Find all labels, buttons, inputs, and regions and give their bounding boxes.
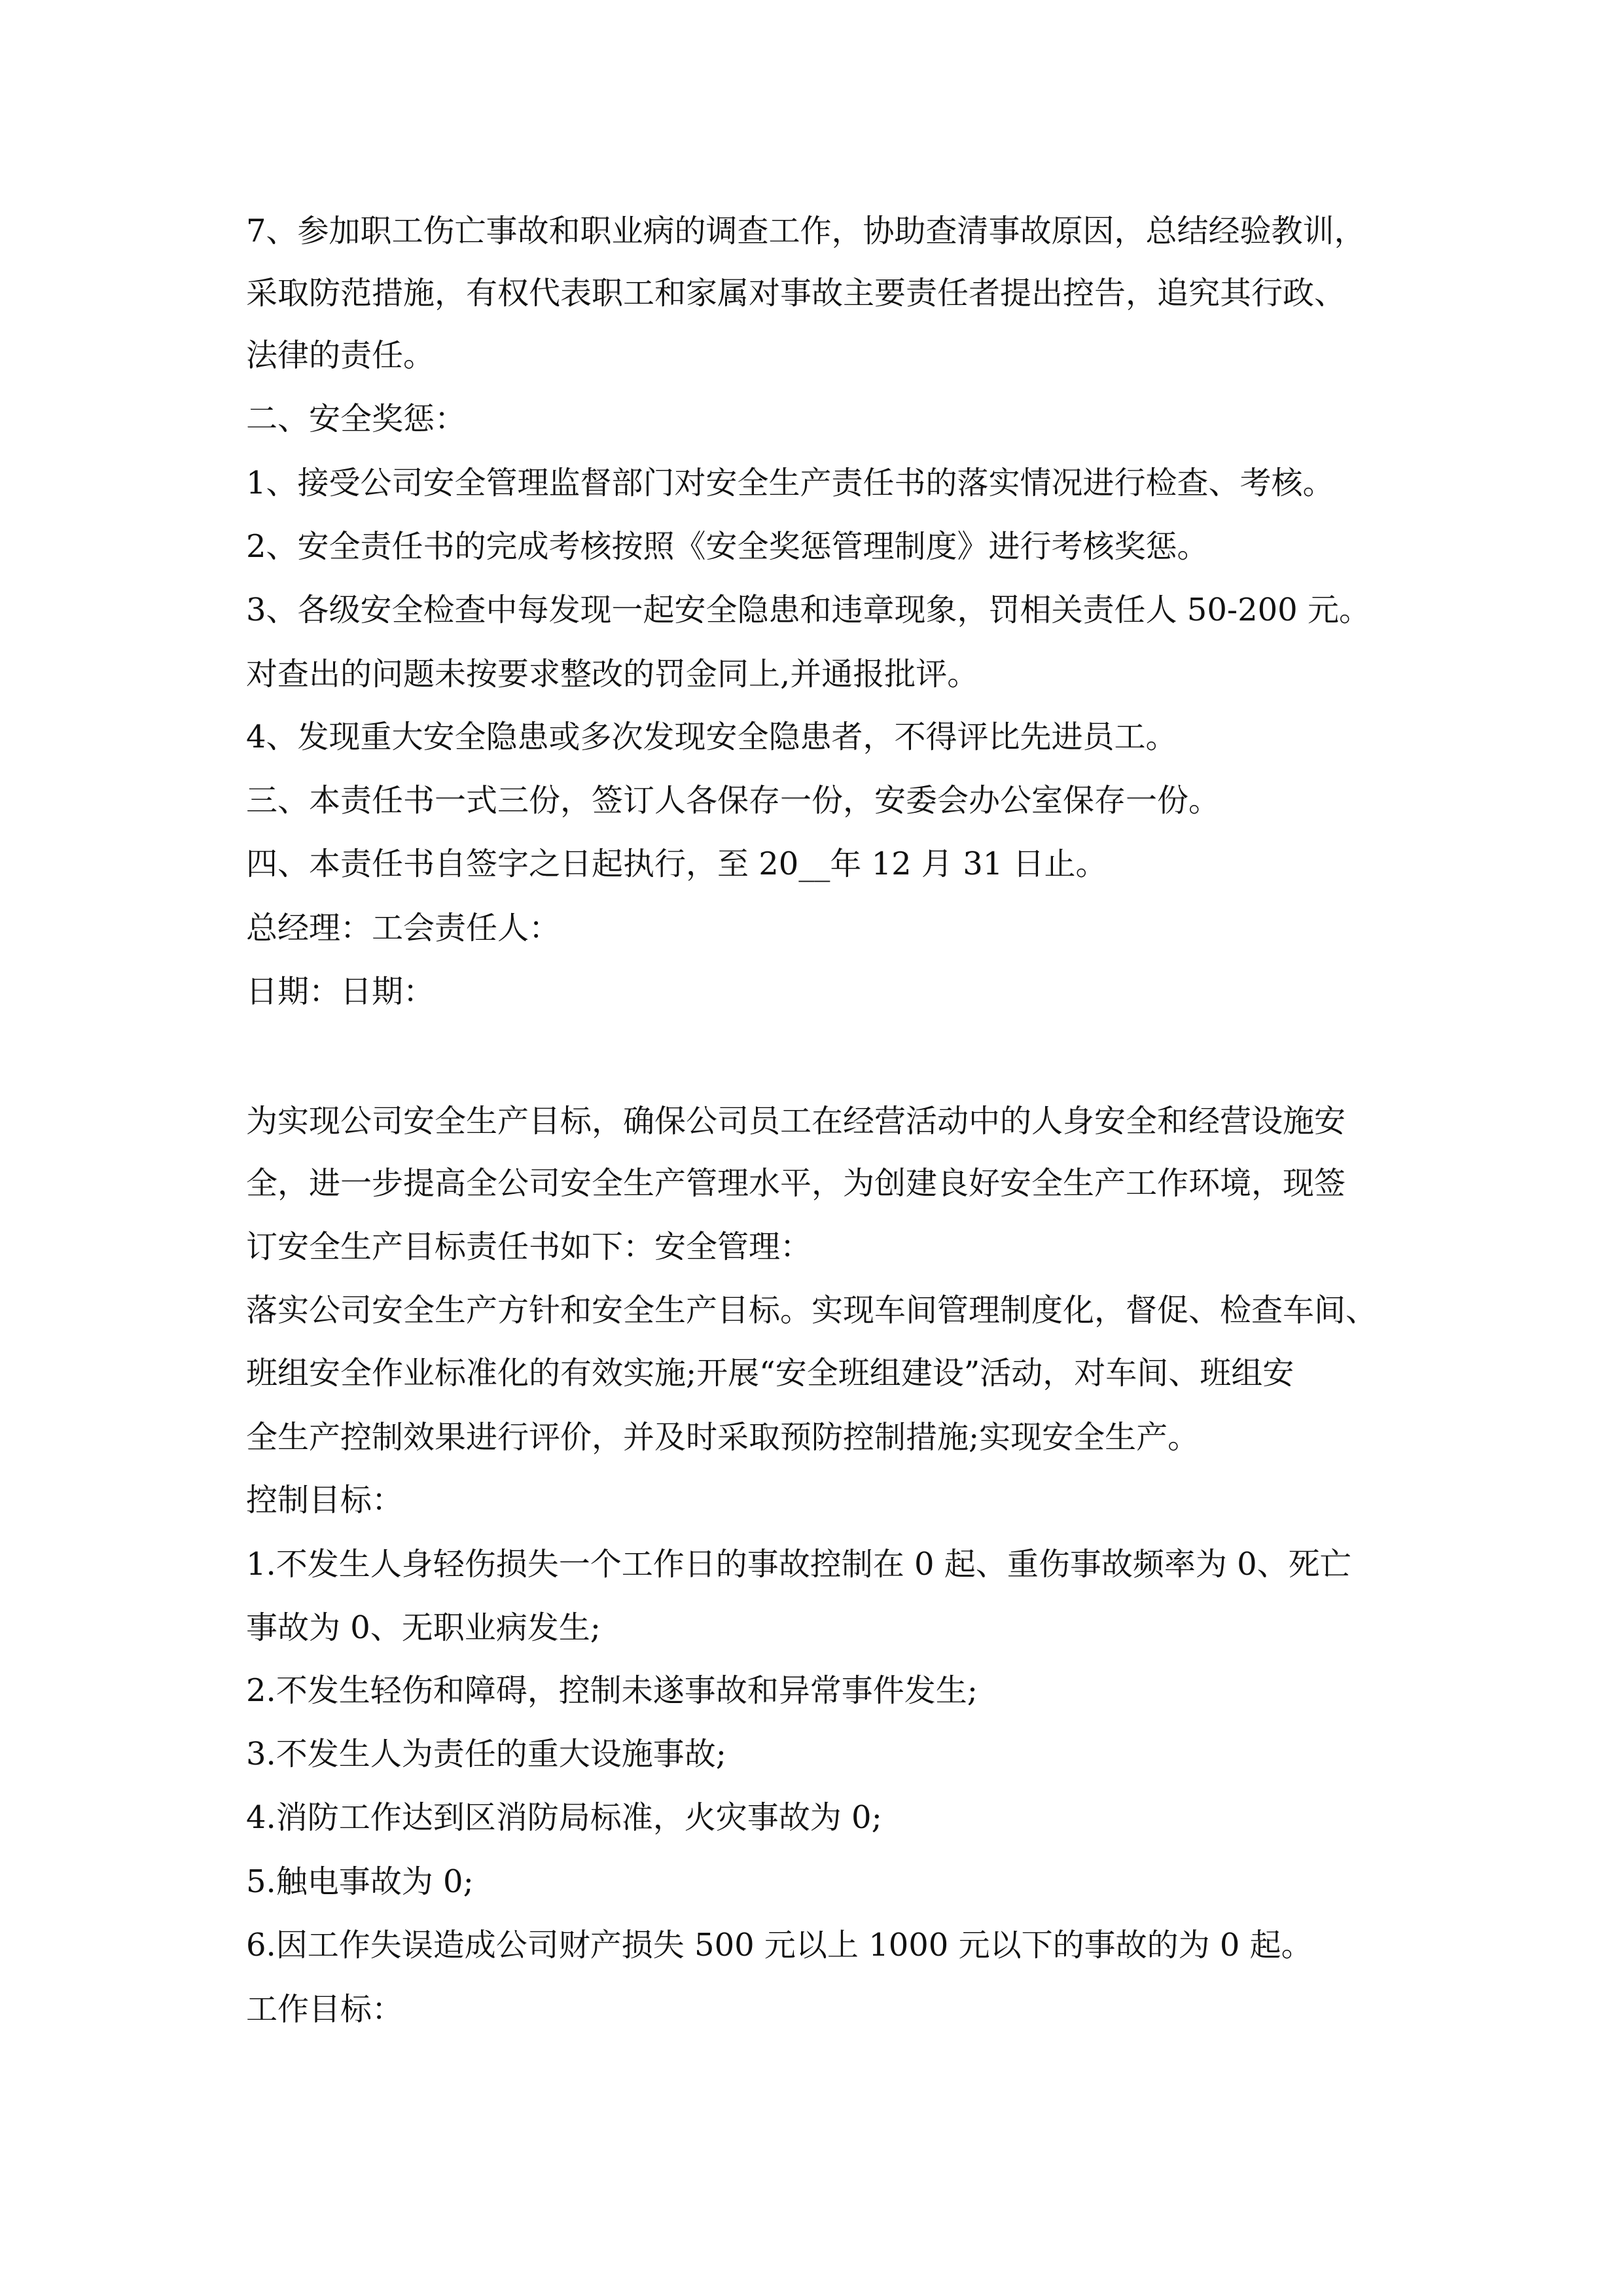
signature-line: 总经理：工会责任人： bbox=[246, 910, 561, 946]
text-line: 4.消防工作达到区消防局标准，火灾事故为 0; bbox=[246, 1799, 882, 1836]
text-line: 事故为 0、无职业病发生; bbox=[246, 1609, 601, 1646]
text-line: 采取防范措施，有权代表职工和家属对事故主要责任者提出控告，追究其行政、 bbox=[246, 275, 1346, 312]
section-heading: 工作目标： bbox=[246, 1991, 404, 2028]
text-line: 3.不发生人为责任的重大设施事故; bbox=[246, 1736, 726, 1772]
text-line: 4、发现重大安全隐患或多次发现安全隐患者，不得评比先进员工。 bbox=[246, 719, 1177, 755]
section-heading: 控制目标： bbox=[246, 1482, 404, 1518]
text-line: 订安全生产目标责任书如下：安全管理： bbox=[246, 1229, 812, 1265]
section-heading: 二、安全奖惩： bbox=[246, 401, 467, 437]
text-line: 法律的责任。 bbox=[246, 337, 435, 374]
text-line: 全生产控制效果进行评价，并及时采取预防控制措施;实现安全生产。 bbox=[246, 1419, 1200, 1456]
text-line: 四、本责任书自签字之日起执行，至 20__年 12 月 31 日止。 bbox=[246, 846, 1107, 882]
text-line: 7、参加职工伤亡事故和职业病的调查工作，协助查清事故原因，总结经验教训， bbox=[246, 213, 1366, 249]
text-line: 全，进一步提高全公司安全生产管理水平，为创建良好安全生产工作环境，现签 bbox=[246, 1165, 1346, 1202]
text-line: 6.因工作失误造成公司财产损失 500 元以上 1000 元以下的事故的为 0 起。 bbox=[246, 1927, 1313, 1964]
date-line: 日期：日期： bbox=[246, 973, 435, 1010]
text-line: 2.不发生轻伤和障碍，控制未遂事故和异常事件发生; bbox=[246, 1672, 978, 1709]
text-line: 班组安全作业标准化的有效实施;开展“安全班组建设”活动，对车间、班组安 bbox=[246, 1355, 1294, 1391]
text-line: 3、各级安全检查中每发现一起安全隐患和违章现象，罚相关责任人 50-200 元。 bbox=[246, 592, 1370, 628]
text-line: 5.触电事故为 0; bbox=[246, 1863, 474, 1900]
text-line: 1、接受公司安全管理监督部门对安全生产责任书的落实情况进行检查、考核。 bbox=[246, 465, 1334, 501]
text-line: 三、本责任书一式三份，签订人各保存一份，安委会办公室保存一份。 bbox=[246, 782, 1221, 819]
text-line: 1.不发生人身轻伤损失一个工作日的事故控制在 0 起、重伤事故频率为 0、死亡 bbox=[246, 1546, 1351, 1583]
text-line: 对查出的问题未按要求整改的罚金同上,并通报批评。 bbox=[246, 656, 979, 692]
text-line: 为实现公司安全生产目标，确保公司员工在经营活动中的人身安全和经营设施安 bbox=[246, 1103, 1346, 1139]
text-line: 2、安全责任书的完成考核按照《安全奖惩管理制度》进行考核奖惩。 bbox=[246, 528, 1209, 565]
text-line: 落实公司安全生产方针和安全生产目标。实现车间管理制度化，督促、检查车间、 bbox=[246, 1292, 1378, 1329]
